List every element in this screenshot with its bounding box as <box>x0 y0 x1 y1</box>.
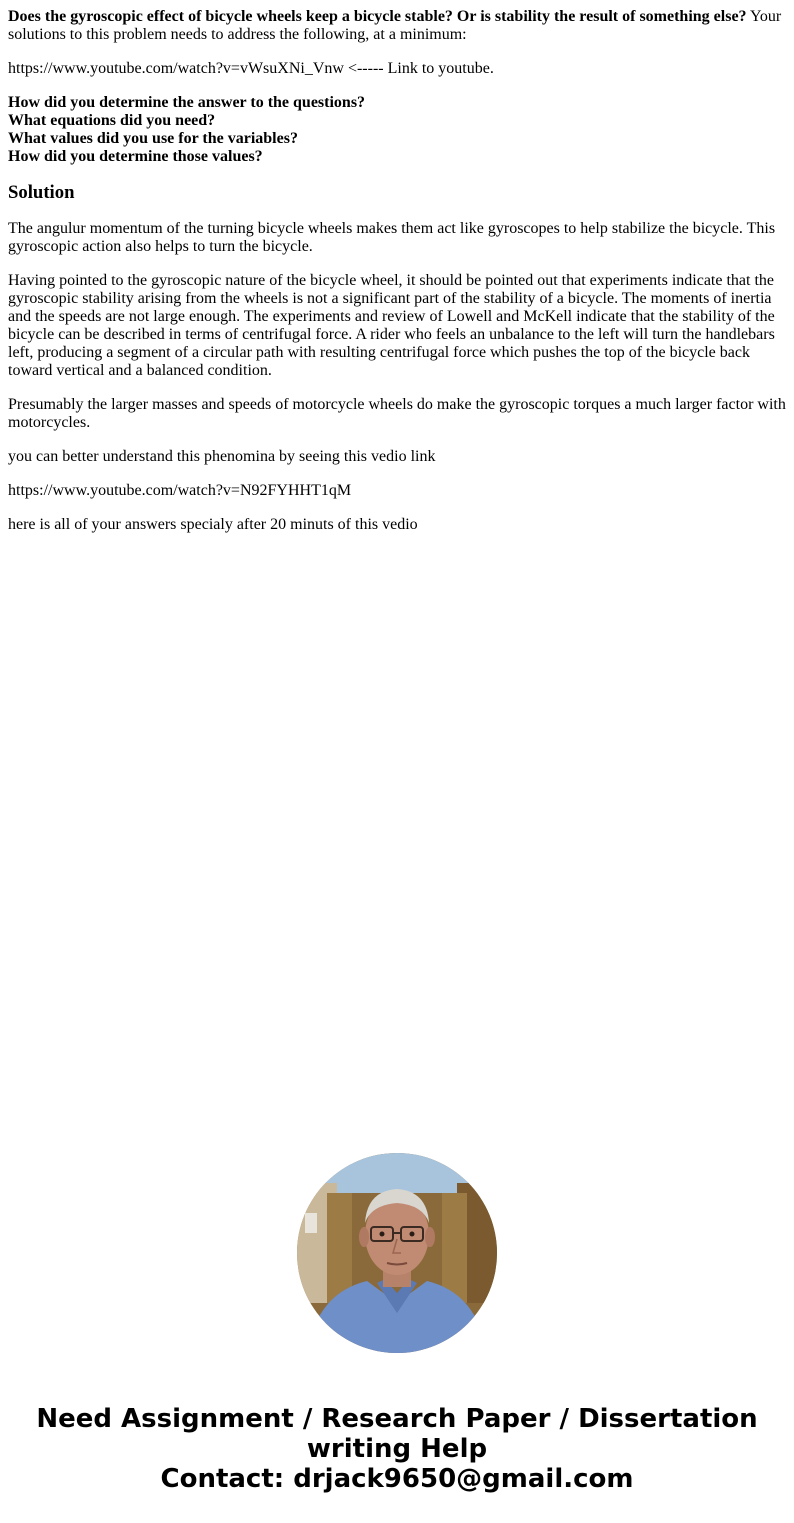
document-body <box>8 8 788 550</box>
solution-heading: Solution <box>8 182 75 203</box>
promo-line: Need Assignment / Research Paper / Dissertation <box>36 1404 758 1434</box>
question-item: What equations did you need? <box>8 112 216 129</box>
promo-footer <box>0 1404 794 1494</box>
youtube-link-line[interactable] <box>8 60 788 78</box>
solution-paragraph: here is all of your answers specialy after 20 minuts of this vedio <box>8 516 418 533</box>
question-list <box>8 94 788 166</box>
question-intro: Your solutions to this problem needs to address the following, at a minimum: <box>8 8 782 43</box>
solution-paragraph: you can better understand this phenomina by seeing this vedio link <box>8 448 436 465</box>
solution-video-link[interactable]: https://www.youtube.com/watch?v=N92FYHHT1qM <box>8 482 352 499</box>
question-item: How did you determine those values? <box>8 148 263 165</box>
promo-line: writing Help <box>306 1434 488 1464</box>
question-paragraph <box>8 8 788 44</box>
question-item: What values did you use for the variables? <box>8 130 298 147</box>
question-item: How did you determine the answer to the questions? <box>8 94 366 111</box>
author-portrait-image <box>297 1153 497 1353</box>
author-avatar <box>297 1153 497 1353</box>
promo-contact: Contact: drjack9650@gmail.com <box>160 1464 634 1494</box>
solution-paragraph: Presumably the larger masses and speeds of motorcycle wheels do make the gyroscopic torques a much larger factor with motorcycles. <box>8 396 786 431</box>
solution-paragraph: The angulur momentum of the turning bicycle wheels makes them act like gyroscopes to help stabilize the bicycle. This gyroscopic action also helps to turn the bicycle. <box>8 220 776 255</box>
youtube-link-text[interactable]: https://www.youtube.com/watch?v=vWsuXNi_Vnw <----- Link to youtube. <box>8 60 494 77</box>
question-title: Does the gyroscopic effect of bicycle wheels keep a bicycle stable? Or is stability the result of something else? <box>8 8 747 25</box>
solution-paragraph: Having pointed to the gyroscopic nature of the bicycle wheel, it should be pointed out that experiments indicate that the gyroscopic stability arising from the wheels is not a significant part of the stability of a bicycle. The moments of inertia and the speeds are not large enough. The experiments and review of Lowell and McKell indicate that the stability of the bicycle can be described in terms of centrifugal force. A rider who feels an unbalance to the left will turn the handlebars left, producing a segment of a circular path with resulting centrifugal force which pushes the top of the bicycle back toward vertical and a balanced condition. <box>8 272 775 379</box>
